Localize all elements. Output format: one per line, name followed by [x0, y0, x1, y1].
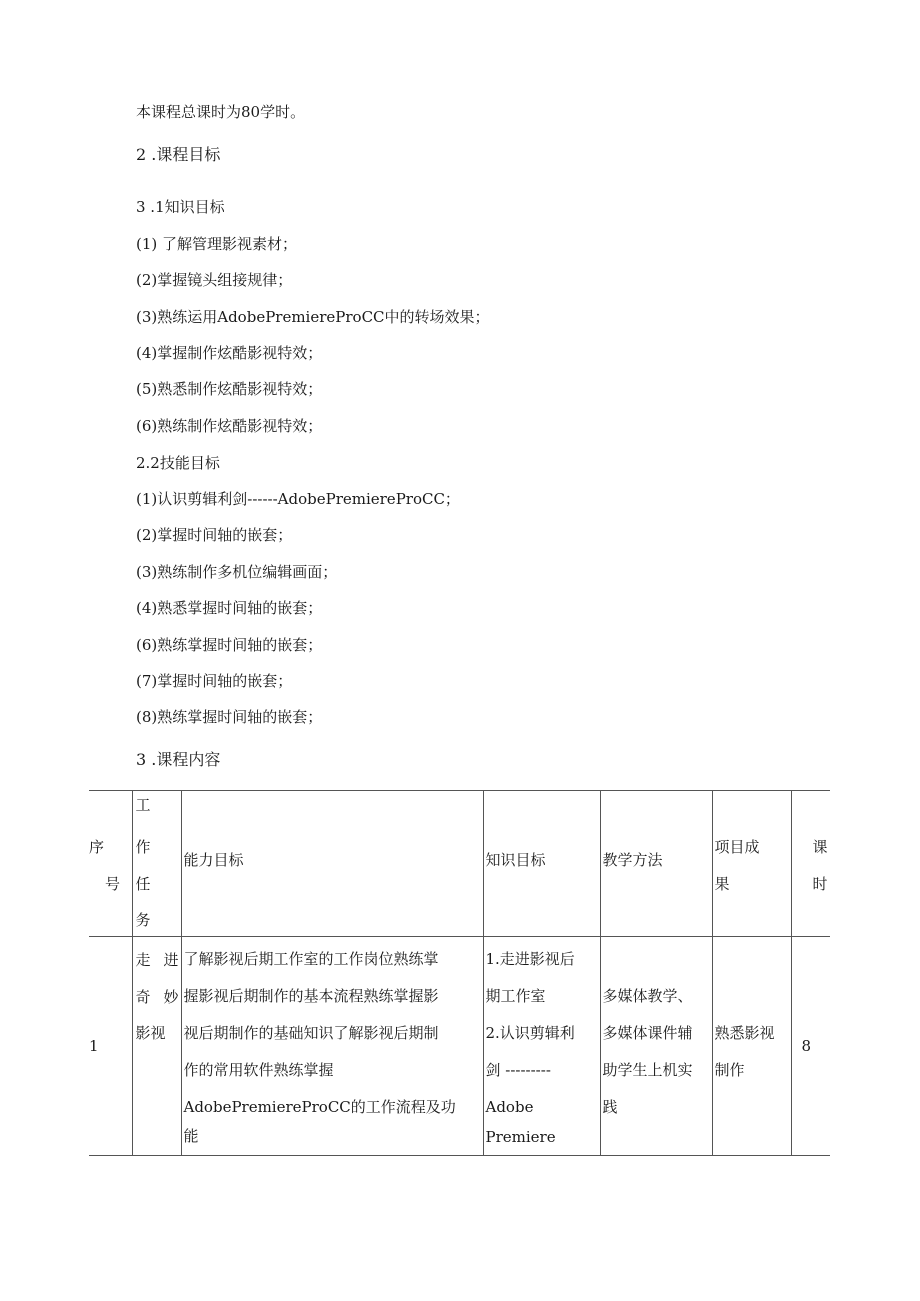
- header-knowledge: 知识目标: [483, 791, 600, 937]
- table-row: [89, 937, 830, 1156]
- skill-item: (7)掌握时间轴的嵌套；: [136, 672, 293, 690]
- skill-item: (1)认识剪辑利剑------AdobePremiereProCC；: [136, 490, 460, 508]
- cell-hours: 8: [791, 937, 830, 1156]
- skill-item: (3)熟练制作多机位编辑画面；: [136, 563, 338, 581]
- header-result: 项目成 果: [712, 791, 791, 937]
- section-title-knowledge: 3 .1知识目标: [136, 198, 225, 216]
- knowledge-item: (6)熟练制作炫酷影视特效；: [136, 417, 323, 435]
- header-ability: 能力目标: [181, 791, 483, 937]
- section-title-skills: 2.2技能目标: [136, 454, 220, 472]
- header-seq: 序 号: [89, 791, 132, 937]
- cell-task: 走 进 奇 妙 影视: [132, 937, 181, 1156]
- cell-ability: 了解影视后期工作室的工作岗位熟练掌 握影视后期制作的基本流程熟练掌握影 视后期制作的基础知识了解影视后期制 作的常用软件熟练掌握 AdobePremiereProCC的工作流程及功 能: [181, 937, 483, 1156]
- cell-method: 多媒体教学、 多媒体课件辅 助学生上机实 践: [600, 937, 712, 1156]
- section-title-goals: 2 .课程目标: [136, 145, 221, 164]
- header-hours: 课 时: [791, 791, 830, 937]
- skill-item: (4)熟悉掌握时间轴的嵌套；: [136, 599, 323, 617]
- skill-item: (2)掌握时间轴的嵌套；: [136, 526, 293, 544]
- cell-result: 熟悉影视 制作: [712, 937, 791, 1156]
- header-method: 教学方法: [600, 791, 712, 937]
- knowledge-item: (4)掌握制作炫酷影视特效；: [136, 344, 323, 362]
- course-content-table: [89, 790, 830, 1156]
- knowledge-item: (2)掌握镜头组接规律；: [136, 271, 293, 289]
- knowledge-item: (1) 了解管理影视素材；: [136, 235, 298, 253]
- section-title-content: 3 .课程内容: [136, 750, 221, 769]
- skill-item: (8)熟练掌握时间轴的嵌套；: [136, 708, 323, 726]
- skill-item: (6)熟练掌握时间轴的嵌套；: [136, 636, 323, 654]
- intro-text: 本课程总课时为80学时。: [136, 103, 306, 121]
- knowledge-item: (5)熟悉制作炫酷影视特效；: [136, 380, 323, 398]
- cell-seq: 1: [89, 937, 132, 1156]
- knowledge-item: (3)熟练运用AdobePremiereProCC中的转场效果；: [136, 308, 490, 326]
- table-header-row: [89, 791, 830, 937]
- cell-knowledge: 1.走进影视后 期工作室 2.认识剪辑利 剑 --------- Adobe Premiere: [483, 937, 600, 1156]
- header-task: 工 作 任 务: [132, 791, 181, 937]
